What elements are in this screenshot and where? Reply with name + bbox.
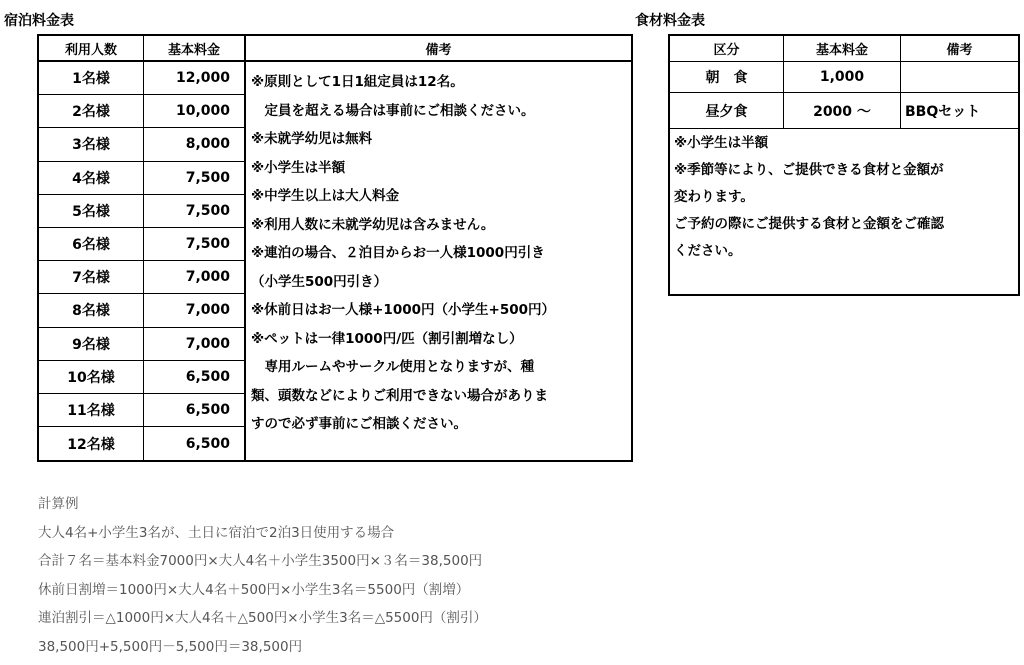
base-price: 7,000 — [144, 328, 246, 360]
table-row — [39, 427, 246, 460]
food-remark-line: ご予約の際にご提供する食材と金額をご確認 — [674, 216, 944, 232]
base-price: 8,000 — [144, 128, 246, 160]
table-row — [39, 294, 246, 327]
header-remarks: 備考 — [901, 36, 1018, 62]
lodging-price-table — [37, 34, 633, 462]
base-price: 7,500 — [144, 195, 246, 227]
food-remarks — [674, 130, 1014, 265]
table-row — [39, 261, 246, 294]
guest-count: 10名様 — [39, 361, 144, 393]
calculation-line: 合計７名＝基本料金7000円×大人4名＋小学生3500円×３名＝38,500円 — [38, 553, 483, 570]
guest-count: 7名様 — [39, 261, 144, 293]
base-price: 6,500 — [144, 394, 246, 426]
base-price: 7,500 — [144, 228, 246, 260]
food-remark-line: ※季節等により、ご提供できる食材と金額が — [674, 162, 944, 178]
remark-line: ※中学生以上は大人料金 — [251, 188, 400, 204]
remark-line: ※未就学幼児は無料 — [251, 131, 373, 147]
food-price: 1,000 — [784, 62, 901, 92]
remark-line: 定員を超える場合は事前にご相談ください。 — [251, 102, 535, 119]
table-row — [39, 128, 246, 161]
remark-line: 類、頭数などによりご利用できない場合がありま — [251, 387, 548, 404]
food-price: 2000 ～ — [784, 93, 901, 128]
remark-line: ※連泊の場合、２泊目からお一人様1000円引き — [251, 245, 545, 261]
header-remarks: 備考 — [246, 36, 631, 62]
base-price: 7,000 — [144, 294, 246, 326]
base-price: 7,500 — [144, 162, 246, 194]
header-category: 区分 — [670, 36, 784, 62]
remark-line: ※小学生は半額 — [251, 159, 346, 176]
header-base-price: 基本料金 — [784, 36, 901, 62]
base-price: 6,500 — [144, 361, 246, 393]
base-price: 12,000 — [144, 62, 246, 94]
remark-line: 専用ルームやサークル使用となりますが、種 — [251, 359, 535, 375]
guest-count: 6名様 — [39, 228, 144, 260]
guest-count: 1名様 — [39, 62, 144, 94]
table-row — [39, 328, 246, 361]
calculation-line: 計算例 — [38, 496, 79, 512]
guest-count: 12名様 — [39, 427, 144, 460]
guest-count: 8名様 — [39, 294, 144, 326]
food-remark-line: 変わります。 — [674, 189, 754, 205]
table-row — [39, 95, 246, 128]
calculation-line: 38,500円+5,500円－5,500円＝38,500円 — [38, 638, 303, 655]
food-table-title: 食材料金表 — [635, 13, 705, 29]
remark-line: ※休前日はお一人様+1000円（小学生+500円） — [251, 302, 556, 318]
food-category: 昼夕食 — [670, 93, 784, 128]
guest-count: 5名様 — [39, 195, 144, 227]
remark-line: すので必ず事前にご相談ください。 — [251, 416, 467, 432]
table-row — [39, 162, 246, 195]
base-price: 6,500 — [144, 427, 246, 460]
food-note: BBQセット — [905, 103, 981, 120]
calculation-line: 連泊割引＝△1000円×大人4名＋△500円×小学生3名＝△5500円（割引） — [38, 610, 487, 627]
lodging-table-title: 宿泊料金表 — [4, 13, 74, 29]
base-price: 10,000 — [144, 95, 246, 127]
table-row — [39, 361, 246, 394]
lodging-remarks — [251, 68, 623, 439]
table-row — [39, 228, 246, 261]
remark-line: ※ペットは一律1000円/匹（割引割増なし） — [251, 330, 523, 347]
guest-count: 3名様 — [39, 128, 144, 160]
food-note — [901, 62, 1018, 92]
base-price: 7,000 — [144, 261, 246, 293]
remark-line: （小学生500円引き） — [251, 273, 388, 290]
food-row — [670, 62, 1018, 93]
table-row — [39, 394, 246, 427]
food-price-table — [668, 34, 1020, 296]
guest-count: 9名様 — [39, 328, 144, 360]
header-base-price: 基本料金 — [144, 36, 246, 62]
table-row — [39, 62, 246, 95]
food-row — [670, 93, 1018, 129]
calculation-line: 休前日割増＝1000円×大人4名＋500円×小学生3名＝5500円（割増） — [38, 581, 470, 598]
guest-count: 2名様 — [39, 95, 144, 127]
food-category: 朝 食 — [670, 62, 784, 92]
guest-count: 4名様 — [39, 162, 144, 194]
guest-count: 11名様 — [39, 394, 144, 426]
food-remark-line: ください。 — [674, 243, 742, 259]
remark-line: ※利用人数に未就学幼児は含みません。 — [251, 216, 495, 233]
table-row — [39, 195, 246, 228]
header-guest-count: 利用人数 — [39, 36, 144, 62]
food-remark-line: ※小学生は半額 — [674, 135, 769, 151]
calculation-example — [38, 490, 487, 662]
remark-line: ※原則として1日1組定員は12名。 — [251, 74, 464, 90]
calculation-line: 大人4名+小学生3名が、土日に宿泊で2泊3日使用する場合 — [38, 524, 395, 541]
